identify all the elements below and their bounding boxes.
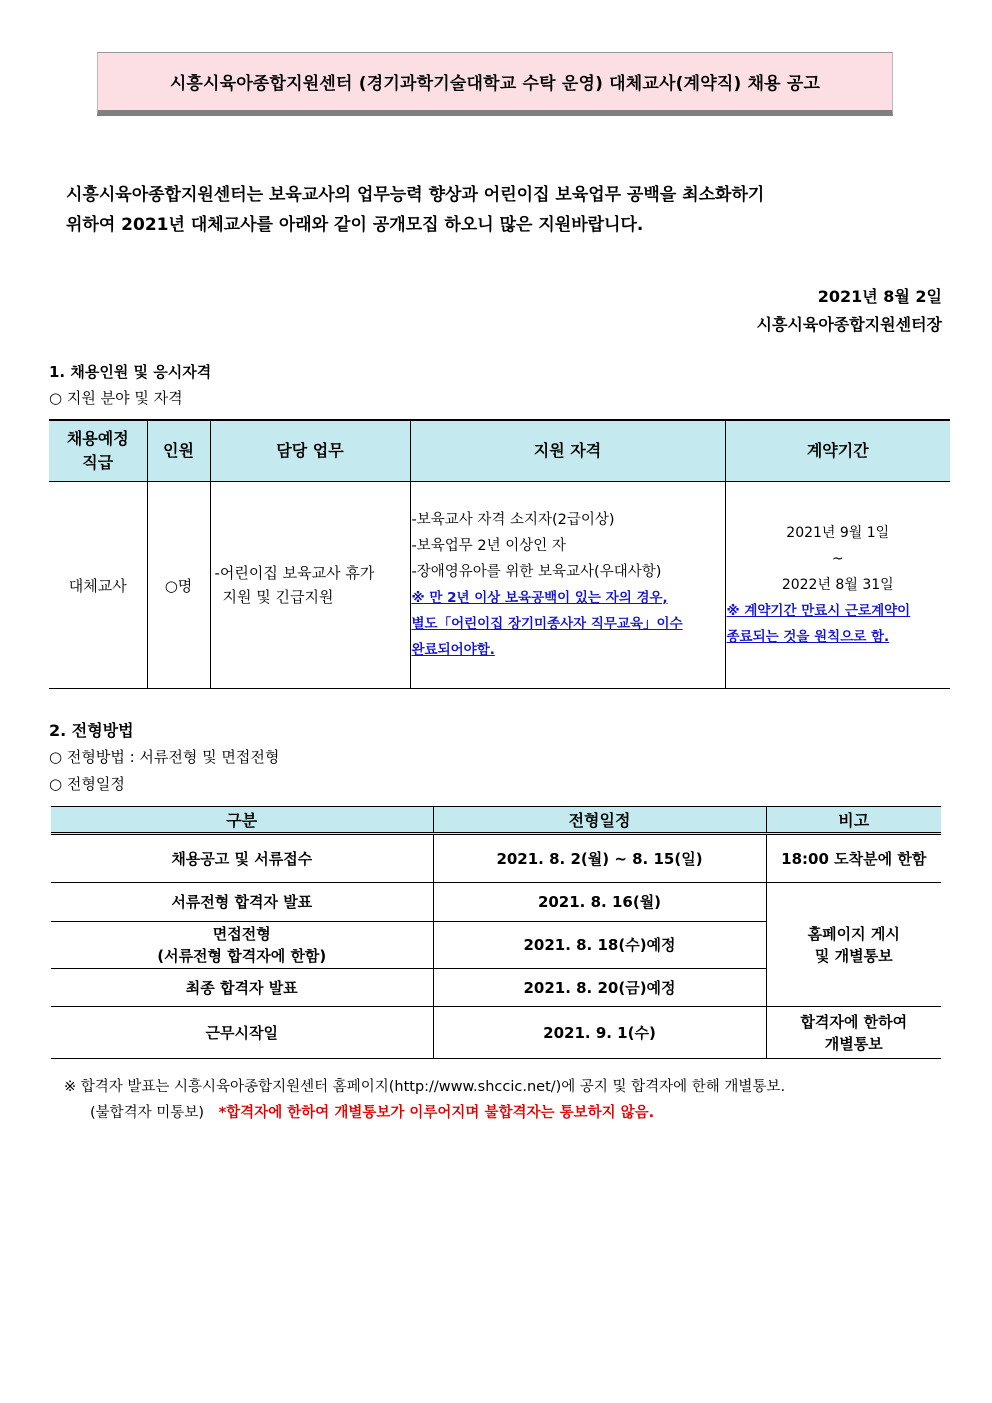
row2-schedule: 2021. 8. 16(월) <box>433 883 766 922</box>
qual-note-line-2: 별도「어린이집 장기미종사자 직무교육」이수 <box>411 616 683 632</box>
announcement-date: 2021년 8월 2일 <box>817 287 942 306</box>
qual-line-3: -장애영유아를 위한 보육교사(우대사항) <box>411 564 662 580</box>
period-tilde: ~ <box>831 551 844 567</box>
qualification-row <box>49 482 950 689</box>
intro-paragraph <box>66 180 926 240</box>
merged-note-line-1: 홈페이지 게시 <box>807 924 900 943</box>
header-position-line1: 채용예정 <box>66 429 129 448</box>
period-start: 2021년 9월 1일 <box>786 525 890 541</box>
cell-duty <box>210 482 410 689</box>
qualification-table <box>49 419 950 689</box>
row3-category <box>51 922 433 969</box>
row1-note: 18:00 도착분에 한함 <box>766 834 941 883</box>
footnote <box>64 1074 785 1126</box>
row2-category: 서류전형 합격자 발표 <box>51 883 433 922</box>
row5-category: 근무시작일 <box>51 1007 433 1059</box>
period-note-line-2: 종료되는 것을 원칙으로 함. <box>726 629 890 645</box>
row4-category: 최종 합격자 발표 <box>51 969 433 1007</box>
schedule-header-row <box>51 807 941 834</box>
qualification-header-row <box>49 420 950 482</box>
header-duty: 담당 업무 <box>210 420 410 482</box>
duty-line-2: 지원 및 긴급지원 <box>222 588 334 606</box>
row1-category: 채용공고 및 서류접수 <box>51 834 433 883</box>
footnote-line-2 <box>64 1100 785 1126</box>
duty-line-1: -어린이집 보육교사 휴가 <box>214 564 375 582</box>
header-period: 계약기간 <box>725 420 950 482</box>
page-title: 시흥시육아종합지원센터 (경기과학기술대학교 수탁 운영) 대체교사(계약직) 채용 공고 <box>169 74 821 94</box>
section1-heading: 1. 채용인원 및 응시자격 <box>49 363 212 381</box>
header-position <box>49 420 147 482</box>
row3-category-line-1: 면접전형 <box>212 925 271 943</box>
section1-sub: ○ 지원 분야 및 자격 <box>49 389 183 407</box>
row3-category-line-2: (서류전형 합격자에 한함) <box>157 947 327 965</box>
row3-schedule: 2021. 8. 18(수)예정 <box>433 922 766 969</box>
footnote-line-2-red: *합격자에 한하여 개별통보가 이루어지며 불합격자는 통보하지 않음. <box>218 1105 655 1121</box>
cell-qualification <box>410 482 725 689</box>
header-count: 인원 <box>147 420 210 482</box>
section2-sub1: ○ 전형방법 : 서류전형 및 면접전형 <box>49 748 280 766</box>
intro-line-2: 위하여 2021년 대체교사를 아래와 같이 공개모집 하오니 많은 지원바랍니다. <box>66 215 644 235</box>
intro-line-1: 시흥시육아종합지원센터는 보육교사의 업무능력 향상과 어린이집 보육업무 공백을 최소화하기 <box>66 185 765 205</box>
schedule-row-2 <box>51 883 941 922</box>
row5-note-line-2: 개별통보 <box>824 1034 883 1053</box>
schedule-row-1 <box>51 834 941 883</box>
footnote-line-2-prefix: (불합격자 미통보) <box>90 1105 204 1121</box>
signature: 시흥시육아종합지원센터장 <box>756 315 942 334</box>
title-banner <box>97 52 893 116</box>
row5-note-line-1: 합격자에 한하여 <box>800 1012 908 1031</box>
row5-schedule: 2021. 9. 1(수) <box>433 1007 766 1059</box>
qual-line-2: -보육업무 2년 이상인 자 <box>411 538 566 554</box>
period-note-line-1: ※ 계약기간 만료시 근로계약이 <box>726 603 911 619</box>
merged-note-line-2: 및 개별통보 <box>814 946 893 965</box>
footnote-line-1: ※ 합격자 발표는 시흥시육아종합지원센터 홈페이지(http://www.shccic.net/)에 공지 및 합격자에 한해 개별통보. <box>64 1079 786 1095</box>
header-position-line2: 직급 <box>82 453 114 472</box>
qual-note-line-1: ※ 만 2년 이상 보육공백이 있는 자의 경우, <box>411 590 668 606</box>
schedule-row-5 <box>51 1007 941 1059</box>
header-qualification: 지원 자격 <box>410 420 725 482</box>
schedule-table <box>51 806 941 1059</box>
period-end: 2022년 8월 31일 <box>781 577 894 593</box>
header-note: 비고 <box>766 807 941 834</box>
cell-position: 대체교사 <box>49 482 147 689</box>
header-category: 구분 <box>51 807 433 834</box>
merged-note <box>766 883 941 1007</box>
section2-heading: 2. 전형방법 <box>49 721 134 740</box>
cell-period <box>725 482 950 689</box>
row4-schedule: 2021. 8. 20(금)예정 <box>433 969 766 1007</box>
qual-line-1: -보육교사 자격 소지자(2급이상) <box>411 512 615 528</box>
row1-schedule: 2021. 8. 2(월) ~ 8. 15(일) <box>433 834 766 883</box>
section2-sub2: ○ 전형일정 <box>49 775 125 793</box>
row5-note <box>766 1007 941 1059</box>
header-schedule: 전형일정 <box>433 807 766 834</box>
cell-count: ○명 <box>147 482 210 689</box>
qual-note-line-3: 완료되어야함. <box>411 642 495 658</box>
